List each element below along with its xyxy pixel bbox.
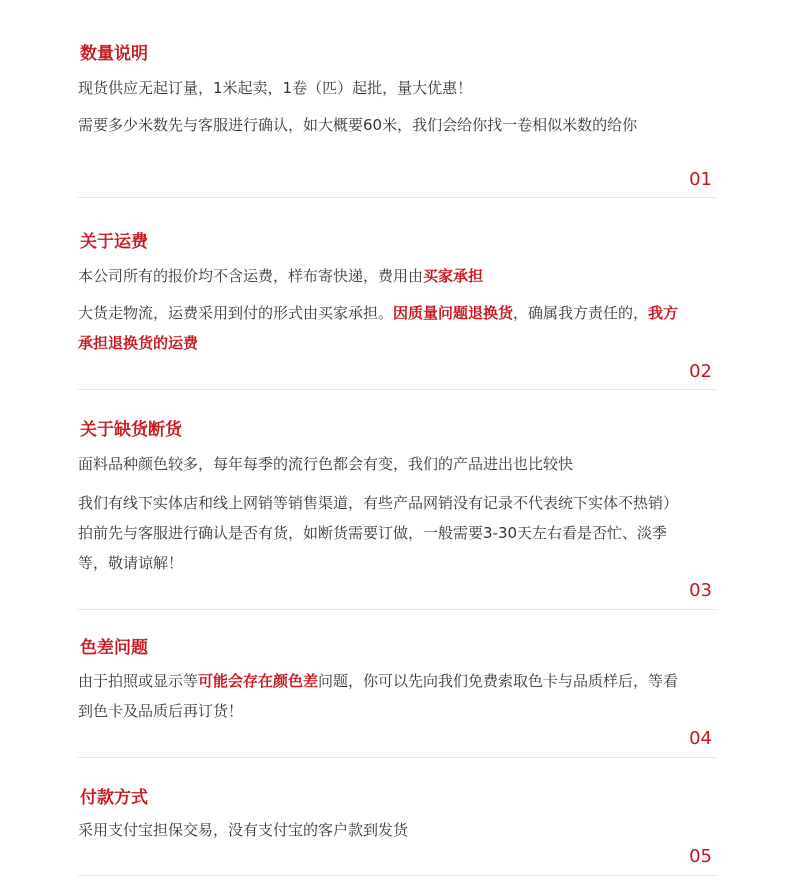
text-segment: 大货走物流，运费采用到付的形式由买家承担。 <box>78 304 394 322</box>
text-segment: 问题，你可以先向我们免费索取色卡与品质样后，等看到色卡及品质后再订货！ <box>78 672 679 720</box>
text-segment: 由于拍照或显示等 <box>78 672 199 690</box>
section-paragraph: 我们有线下实体店和线上网销等销售渠道，有些产品网销没有记录不代表统下实体不热销）拍前先与客服进行确认是否有货，如断货需要订做，一般需要3-30天左右看是否忙、淡季等，敬请谅解！ <box>78 494 679 572</box>
section-paragraph: 面料品种颜色较多，每年每季的流行色都会有变，我们的产品进出也比较快 <box>78 455 574 473</box>
section-title: 色差问题 <box>80 638 148 658</box>
highlight-text: 买家承担 <box>423 267 484 285</box>
text-segment: 本公司所有的报价均不含运费，样布寄快递，费用由 <box>78 267 424 285</box>
text-segment: ，确属我方责任的， <box>513 304 649 322</box>
section-paragraph: 现货供应无起订量，1米起卖，1卷（匹）起批，量大优惠！ <box>78 79 473 97</box>
divider <box>78 875 716 876</box>
section-number: 04 <box>689 728 712 749</box>
section-number: 02 <box>689 361 712 382</box>
section-title: 数量说明 <box>80 44 148 64</box>
section-payment <box>78 0 716 880</box>
section-title: 关于缺货断货 <box>80 420 182 440</box>
highlight-text: 我方承担退换货的运费 <box>78 304 679 352</box>
highlight-text: 可能会存在颜色差 <box>198 672 319 690</box>
section-number: 03 <box>689 580 712 601</box>
highlight-text: 因质量问题退换货 <box>393 304 514 322</box>
section-number: 05 <box>689 846 712 867</box>
section-paragraph: 需要多少米数先与客服进行确认，如大概要60米，我们会给你找一卷相似米数的给你 <box>78 116 638 134</box>
section-paragraph: 采用支付宝担保交易，没有支付宝的客户款到发货 <box>78 821 409 839</box>
section-title: 关于运费 <box>80 232 148 252</box>
section-title: 付款方式 <box>80 788 148 808</box>
section-number: 01 <box>689 169 712 190</box>
